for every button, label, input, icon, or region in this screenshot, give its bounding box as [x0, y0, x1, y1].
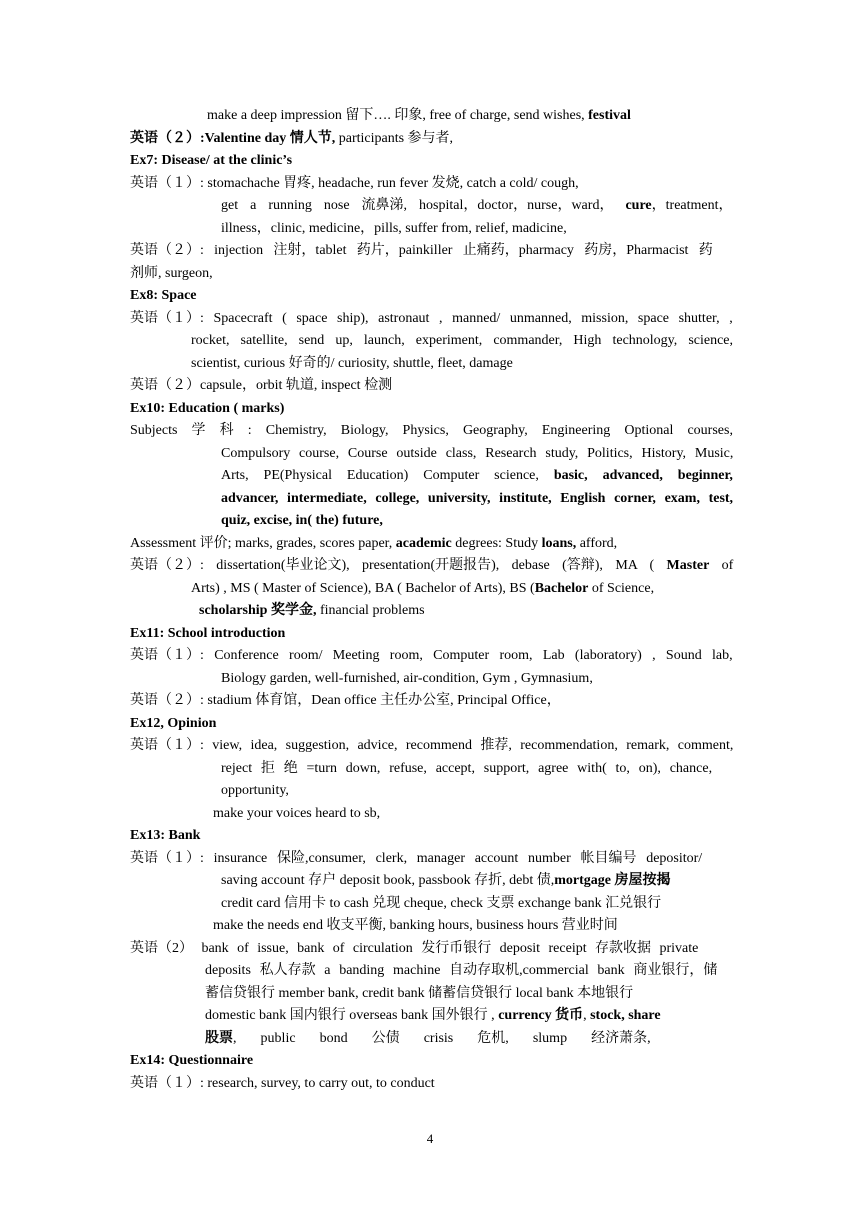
text-line: [221, 197, 733, 215]
text-line: [130, 377, 392, 395]
text-line: [221, 670, 593, 688]
text-run: 英语（１）: Spacecraft ( space ship), astronaut , manned/ unmanned, mission, space shutter, ,: [130, 310, 733, 326]
text-run: Arts, PE(Physical Education) Computer science,: [221, 468, 554, 483]
text-run: illness，clinic, medicine，pills, suffer from, relief, madicine,: [221, 220, 567, 236]
text-line: [207, 107, 631, 125]
text-line: [130, 715, 216, 733]
text-run: make your voices heard to sb,: [213, 805, 381, 821]
text-line: [130, 850, 702, 868]
text-run: domestic bank 国内银行 overseas bank 国外银行 ,: [205, 1008, 499, 1023]
text-run: financial problems: [316, 603, 425, 618]
text-run: Compulsory course, Course outside class, Research study, Politics, History, Music,: [221, 445, 734, 461]
bold-text: 股票: [205, 1030, 233, 1046]
bold-text: Ex11: School introduction: [130, 625, 286, 641]
text-line: [205, 962, 717, 980]
text-line: [213, 917, 618, 935]
bold-text: Ex10: Education ( marks): [130, 400, 285, 416]
text-line: [130, 287, 197, 305]
text-line: [213, 805, 380, 823]
text-line: [221, 467, 733, 485]
text-line: [205, 1030, 651, 1048]
text-run: ，treatment，: [651, 198, 733, 213]
text-run: Arts) , MS ( Master of Science), BA ( Bachelor of Arts), BS (: [191, 580, 535, 596]
text-line: [221, 445, 733, 463]
text-line: [191, 355, 513, 373]
text-line: [221, 782, 289, 800]
text-line: [130, 737, 733, 755]
text-run: degrees: Study: [451, 535, 542, 551]
text-run: 英语（１）: research, survey, to carry out, to conduct: [130, 1075, 435, 1091]
bold-text: mortgage 房屋按揭: [554, 873, 671, 888]
text-run: ,: [583, 1008, 591, 1023]
text-line: [130, 940, 698, 958]
text-run: 英语（１）: view, idea, suggestion, advice, recommend 推荐, recommendation, remark, comment,: [130, 738, 734, 753]
bold-text: quiz, excise, in( the) future,: [221, 513, 383, 528]
text-line: [130, 400, 284, 418]
text-line: [221, 512, 383, 530]
text-line: [221, 760, 712, 778]
text-line: [130, 557, 733, 575]
bold-text: academic: [395, 535, 452, 551]
text-line: [130, 130, 453, 148]
bold-text: scholarship 奖学金,: [199, 603, 317, 618]
text-line: [130, 422, 733, 440]
text-run: 英语（１）: Conference room/ Meeting room, Computer room, Lab (laboratory) , Sound lab,: [130, 648, 733, 663]
text-line: [221, 490, 733, 508]
bold-text: Ex14: Questionnaire: [130, 1053, 254, 1068]
bold-text: cure: [613, 198, 652, 213]
bold-text: 英语（２）:: [130, 130, 205, 146]
text-line: [130, 625, 285, 643]
text-line: [130, 535, 617, 553]
text-line: [205, 985, 633, 1003]
text-run: 英语（１）: insurance 保险,consumer, clerk, manager account number 帐目编号 depositor/: [130, 850, 703, 866]
text-run: of: [709, 558, 734, 573]
bold-text: Ex8: Space: [130, 288, 197, 303]
text-line: [130, 152, 292, 170]
text-run: 英语（２）: dissertation(毕业论文), presentation(开题报告), debase (答辩), MA (: [130, 558, 667, 573]
text-line: [191, 332, 733, 350]
text-line: [130, 242, 713, 260]
text-line: [130, 1052, 253, 1070]
text-run: , public bond 公债 crisis 危机, slump 经济萧条,: [233, 1030, 651, 1046]
text-run: 英语（2） bank of issue, bank of circulation 发行币银行 deposit receipt 存款收据 private: [130, 940, 699, 956]
text-run: 英语（２）capsule，orbit 轨道, inspect 检测: [130, 378, 393, 393]
text-line: [130, 1075, 435, 1093]
text-line: [130, 265, 213, 283]
text-run: deposits 私人存款 a banding machine 自动存取机,commercial bank 商业银行，储: [205, 963, 718, 978]
text-run: get a running nose 流鼻涕, hospital，doctor，nurse，ward，: [221, 198, 614, 213]
text-run: of Science,: [588, 580, 655, 596]
text-run: make the needs end 收支平衡, banking hours, business hours 营业时间: [213, 918, 618, 933]
text-run: 英语（２）: stadium 体育馆，Dean office 主任办公室, Principal Office，: [130, 693, 561, 708]
bold-text: currency 货币: [498, 1008, 584, 1023]
text-line: [130, 827, 200, 845]
bold-text: Ex7: Disease/ at the clinic’s: [130, 153, 293, 168]
text-run: scientist, curious 好奇的/ curiosity, shuttle, fleet, damage: [191, 355, 513, 371]
text-run: credit card 信用卡 to cash 兑现 cheque, check 支票 exchange bank 汇兑银行: [221, 895, 662, 911]
text-run: afford,: [576, 535, 618, 551]
text-line: [130, 310, 733, 328]
text-run: reject 拒 绝 =turn down, refuse, accept, support, agree with( to, on), chance,: [221, 760, 713, 776]
text-line: [130, 692, 561, 710]
bold-text: Ex13: Bank: [130, 828, 201, 843]
text-line: [199, 602, 425, 620]
text-line: [191, 580, 654, 598]
bold-text: basic, advanced, beginner,: [553, 468, 733, 483]
text-line: [130, 175, 579, 193]
bold-text: Master: [666, 558, 710, 573]
text-line: [130, 647, 733, 665]
text-run: 英语（１）: stomachache 胃疼, headache, run fever 发烧, catch a cold/ cough,: [130, 175, 579, 191]
text-run: participants 参与者,: [335, 130, 454, 146]
text-run: 蓄信贷银行 member bank, credit bank 储蓄信贷银行 local bank 本地银行: [205, 985, 634, 1001]
text-run: Biology garden, well-furnished, air-condition, Gym , Gymnasium,: [221, 670, 593, 686]
text-run: opportunity,: [221, 783, 289, 798]
text-run: Assessment 评价; marks, grades, scores paper,: [130, 535, 396, 551]
text-run: Subjects 学 科 : Chemistry, Biology, Physics, Geography, Engineering Optional courses,: [130, 423, 733, 438]
bold-text: stock, share: [590, 1008, 661, 1023]
text-run: 剂师, surgeon,: [130, 265, 213, 281]
bold-text: Valentine day 情人节,: [204, 130, 336, 146]
text-line: [205, 1007, 661, 1025]
bold-text: festival: [588, 108, 631, 123]
text-line: [221, 220, 567, 238]
text-run: rocket, satellite, send up, launch, experiment, commander, High technology, science,: [191, 333, 734, 348]
bold-text: loans,: [541, 535, 577, 551]
text-run: saving account 存户 deposit book, passbook 存折, debt 债,: [221, 873, 555, 888]
bold-text: advancer, intermediate, college, university, institute, English corner, exam, test,: [221, 490, 734, 506]
text-line: [221, 872, 671, 890]
text-line: [221, 895, 661, 913]
bold-text: Bachelor: [534, 580, 589, 596]
page-number: 4: [426, 1131, 434, 1146]
text-run: 英语（２）: injection 注射，tablet 药片，painkiller 止痛药，pharmacy 药房，Pharmacist 药: [130, 243, 713, 258]
bold-text: Ex12, Opinion: [130, 715, 217, 731]
text-run: make a deep impression 留下…. 印象, free of charge, send wishes,: [207, 108, 589, 123]
